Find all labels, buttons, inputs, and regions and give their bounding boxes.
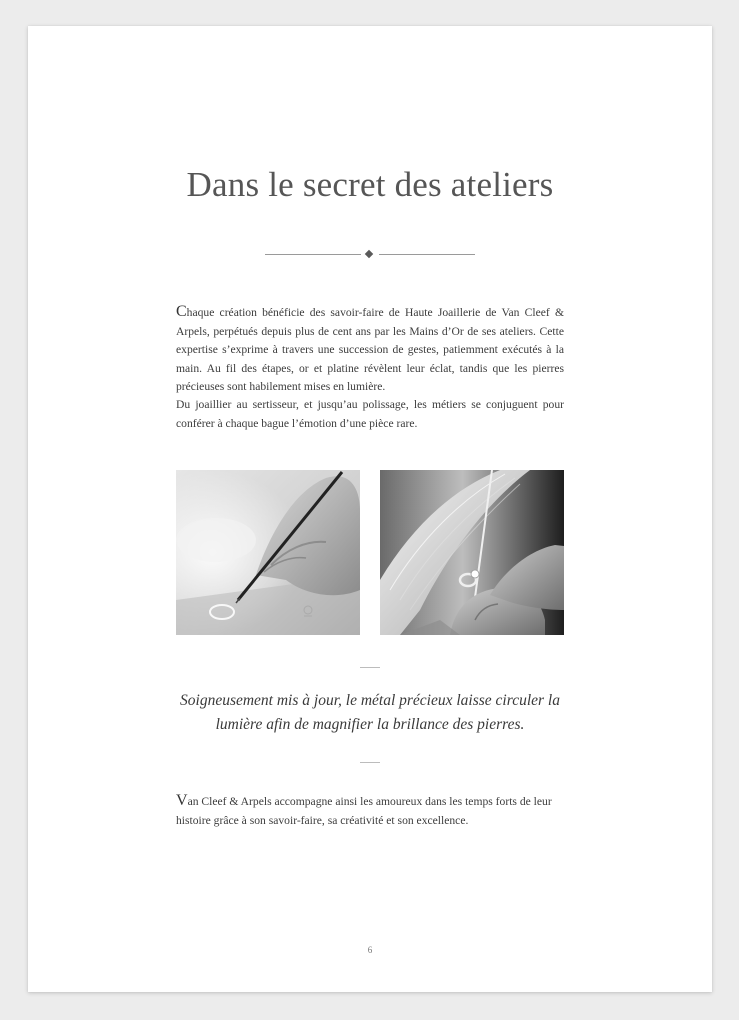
intro-paragraph-text: haque création bénéficie des savoir-faire de Haute Joaillerie de Van Cleef & Arpels, perpétués depuis plus de cent ans par les Mains d’Or de ses ateliers. Cette expertise s’exprime à travers une succession de gestes, patiemment exécutés à la main. Au fil des étapes, or et platine révèlent leur éclat, tandis que les pierres précieuses sont habilement mises en lumière. (176, 306, 564, 394)
page-number: 6 (367, 945, 373, 955)
photo-drawing-hand (176, 470, 360, 635)
intro-paragraph-2: Du joaillier au sertisseur, et jusqu’au polissage, les métiers se conjuguent pour conférer à chaque bague l’émotion d’une pièce rare. (176, 398, 564, 430)
intro-paragraph (176, 303, 564, 397)
document-page (28, 26, 712, 992)
page-title: Dans le secret des ateliers (186, 165, 554, 204)
pull-quote (158, 689, 582, 737)
quote-rule-top (360, 667, 380, 668)
ornament-line-right (379, 254, 475, 255)
photo-polishing-ring (380, 470, 564, 635)
quote-rule-bottom (360, 762, 380, 763)
diamond-icon (365, 250, 373, 258)
ornament-line-left (265, 254, 361, 255)
pull-quote-line-1: Soigneusement mis à jour, le métal précieux laisse circuler la (180, 692, 560, 709)
closing-paragraph-text: an Cleef & Arpels accompagne ainsi les amoureux dans les temps forts de leur histoire grâce à son savoir-faire, sa créativité et son excellence. (176, 795, 552, 827)
closing-paragraph (176, 792, 564, 830)
title-ornament-divider (265, 249, 475, 259)
intro-dropcap: C (176, 303, 187, 320)
pull-quote-line-2: lumière afin de magnifier la brillance des pierres. (215, 716, 525, 733)
closing-dropcap: V (176, 792, 188, 809)
